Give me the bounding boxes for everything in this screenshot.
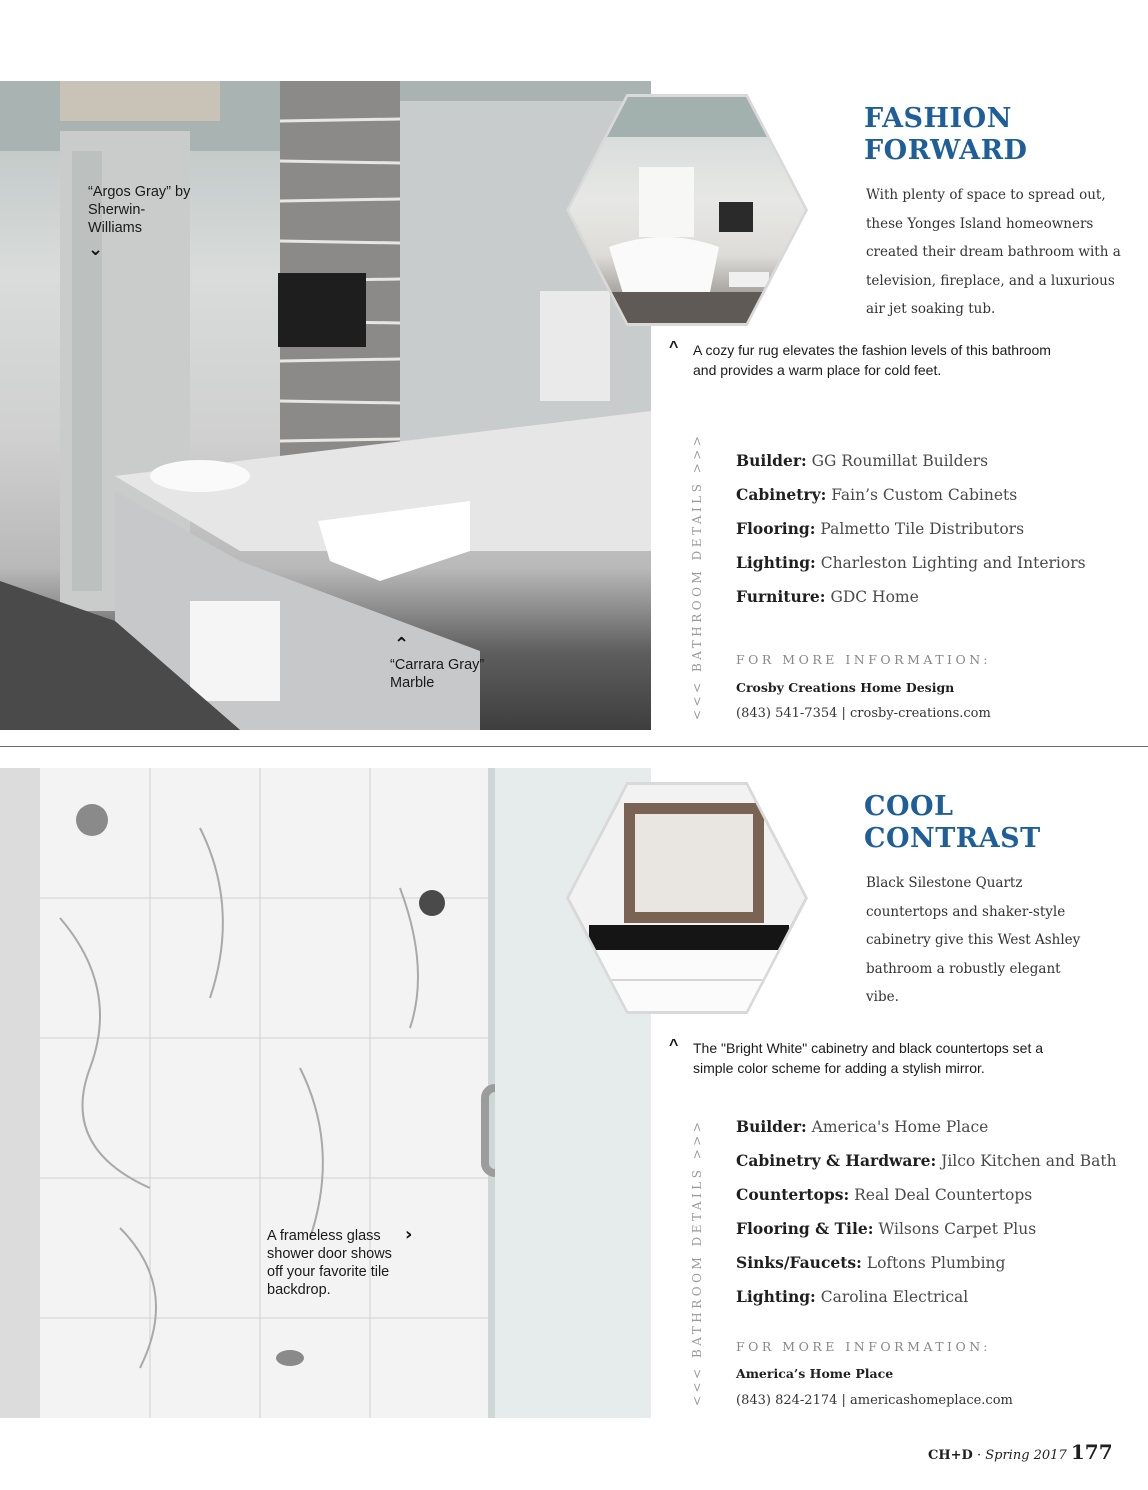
chevron-up-icon: ^ <box>669 1037 679 1054</box>
detail-builder: Builder: GG Roumillat Builders <box>736 451 989 470</box>
detail-cabinetry: Cabinetry: Fain’s Custom Cabinets <box>736 485 1018 504</box>
detail-sinks-faucets: Sinks/Faucets: Loftons Plumbing <box>736 1253 1006 1272</box>
issue-season: Spring 2017 <box>985 1448 1067 1463</box>
detail-furniture: Furniture: GDC Home <box>736 587 919 606</box>
contact-info: (843) 824-2174 | americashomeplace.com <box>736 1393 1013 1408</box>
chevron-up-icon: ^ <box>669 339 679 356</box>
publication-name: CH+D <box>928 1448 973 1463</box>
page-number: 177 <box>1070 1440 1113 1464</box>
company-name: Crosby Creations Home Design <box>736 680 955 695</box>
caption-text: A cozy fur rug elevates the fashion levels of this bathroom and provides a warm place for cold feet. <box>693 342 1051 378</box>
chevron-right-icon: › <box>405 1224 413 1245</box>
separator: · <box>976 1448 982 1463</box>
detail-countertops: Countertops: Real Deal Countertops <box>736 1185 1033 1204</box>
heading-line: FORWARD <box>864 135 1028 166</box>
heading-line: COOL <box>864 791 954 822</box>
argos-gray-label: “Argos Gray” by Sherwin-Williams <box>88 184 191 236</box>
heading-line: CONTRAST <box>864 823 1041 854</box>
detail-flooring: Flooring: Palmetto Tile Distributors <box>736 519 1025 538</box>
section-intro: With plenty of space to spread out, these Yonges Island homeowners created their dream bathroom with a television, fireplace, and a luxurious air jet soaking tub. <box>866 187 1121 317</box>
section-intro: Black Silestone Quartz countertops and shaker-style cabinetry give this West Ashley bathroom a robustly elegant vibe. <box>866 875 1081 1005</box>
chevron-down-icon: ⌄ <box>88 239 104 260</box>
bathroom-details-vertical-label: <<< BATHROOM DETAILS >>> <box>690 432 704 720</box>
shower-illustration <box>0 768 651 1418</box>
heading-line: FASHION <box>864 103 1012 134</box>
frameless-glass-label: A frameless glass shower door shows off your favorite tile backdrop. <box>267 1228 392 1298</box>
carrara-marble-label: “Carrara Gray” Marble <box>390 657 485 691</box>
vanity-bathroom-photo <box>0 81 651 730</box>
shower-photo <box>0 768 651 1418</box>
bathroom-details-vertical-label: <<< BATHROOM DETAILS >>> <box>690 1118 704 1406</box>
fashion-forward-heading <box>864 103 1027 167</box>
company-name: America’s Home Place <box>736 1366 894 1381</box>
chevron-up-icon: ⌃ <box>394 634 410 655</box>
section-divider <box>0 746 1148 747</box>
page-footer <box>928 1440 1113 1464</box>
detail-lighting: Lighting: Carolina Electrical <box>736 1287 969 1306</box>
details-list <box>736 444 1086 614</box>
photo-caption <box>669 1037 1073 1078</box>
detail-cabinetry-hardware: Cabinetry & Hardware: Jilco Kitchen and Bath <box>736 1151 1117 1170</box>
vanity-illustration <box>0 81 651 730</box>
photo-caption <box>669 339 1053 380</box>
details-list <box>736 1110 1117 1314</box>
more-info-label: FOR MORE INFORMATION: <box>736 652 991 667</box>
caption-text: The "Bright White" cabinetry and black countertops set a simple color scheme for adding a stylish mirror. <box>693 1040 1044 1076</box>
more-info-label: FOR MORE INFORMATION: <box>736 1339 991 1354</box>
detail-builder: Builder: America's Home Place <box>736 1117 989 1136</box>
detail-lighting: Lighting: Charleston Lighting and Interiors <box>736 553 1086 572</box>
cool-contrast-heading <box>864 791 1041 855</box>
contact-info: (843) 541-7354 | crosby-creations.com <box>736 706 991 721</box>
detail-flooring-tile: Flooring & Tile: Wilsons Carpet Plus <box>736 1219 1037 1238</box>
